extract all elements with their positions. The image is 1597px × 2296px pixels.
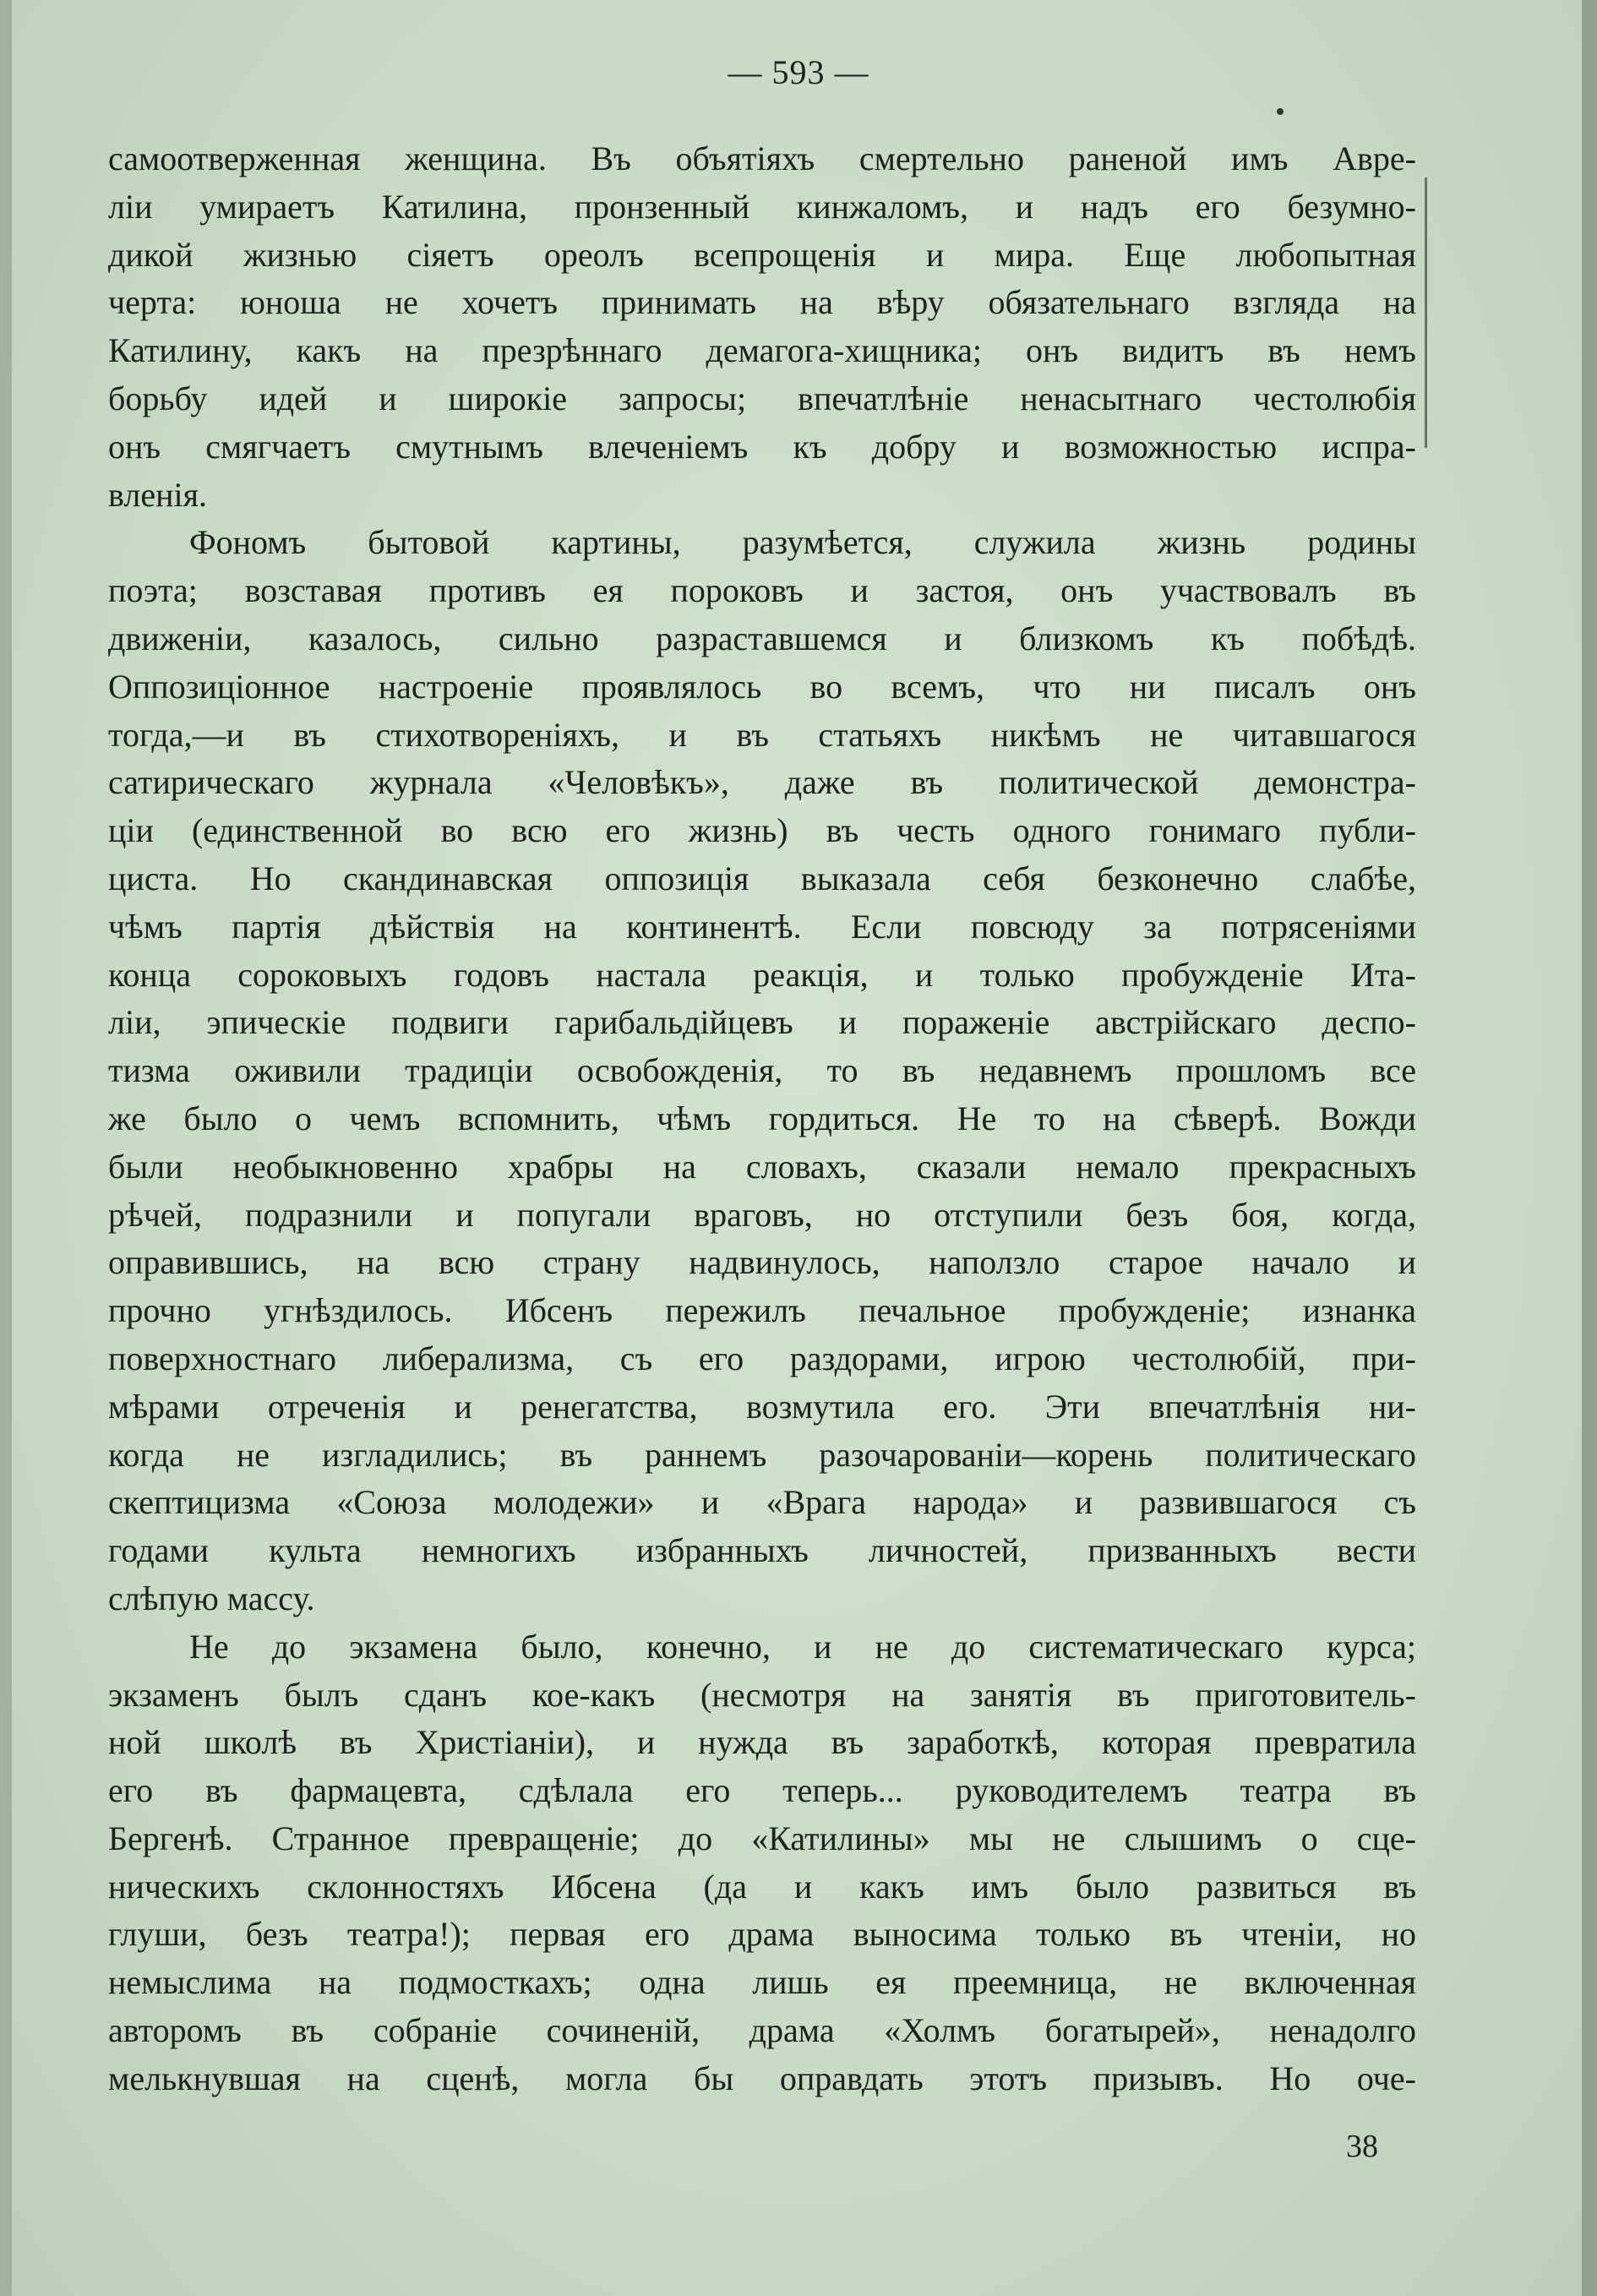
body-text: [108, 135, 1416, 2103]
page-right-edge: [1582, 0, 1597, 2296]
text-line: же было о чемъ вспомнить, чѣмъ гордиться. Не то на сѣверѣ. Вожди: [108, 1099, 1416, 1137]
text-line: Бергенѣ. Странное превращеніе; до «Катилины» мы не слышимъ о сце-: [108, 1819, 1416, 1857]
text-line: ліи умираетъ Катилина, пронзенный кинжаломъ, и надъ его безумно-: [108, 187, 1416, 226]
text-line: прочно угнѣздилось. Ибсенъ пережилъ печальное пробужденіе; изнанка: [108, 1291, 1416, 1330]
text-line: Оппозиціонное настроеніе проявлялось во всемъ, что ни писалъ онъ: [108, 667, 1416, 706]
text-line: оправившись, на всю страну надвинулось, наползло старое начало и: [108, 1243, 1416, 1282]
text-line: слѣпую массу.: [108, 1579, 315, 1617]
text-line: были необыкновенно храбры на словахъ, сказали немало прекрасныхъ: [108, 1147, 1416, 1186]
paragraph-first-line: Не до экзамена было, конечно, и не до систематическаго курса;: [189, 1627, 1416, 1666]
text-line: авторомъ въ собраніе сочиненій, драма «Холмъ богатырей», ненадолго: [108, 2011, 1416, 2050]
text-line: поверхностнаго либерализма, съ его раздорами, игрою честолюбій, при-: [108, 1339, 1416, 1377]
page-number: — 593 —: [728, 53, 869, 91]
text-line: ліи, эпическіе подвиги гарибальдійцевъ и пораженіе австрійскаго деспо-: [108, 1003, 1416, 1042]
text-line: рѣчей, подразнили и попугали враговъ, но отступили безъ боя, когда,: [108, 1195, 1416, 1234]
text-line: чѣмъ партія дѣйствія на континентѣ. Если повсюду за потрясеніями: [108, 907, 1416, 946]
text-line: вленія.: [108, 475, 207, 514]
signature-mark: 38: [1346, 2129, 1378, 2164]
text-line: немыслима на подмосткахъ; одна лишь ея преемница, не включенная: [108, 1963, 1416, 2002]
text-line: черта: юноша не хочетъ принимать на вѣру обязательнаго взгляда на: [108, 283, 1416, 322]
text-line: дикой жизнью сіяетъ ореолъ всепрощенія и мира. Еще любопытная: [108, 235, 1416, 274]
text-line: сатирическаго журнала «Человѣкъ», даже въ политической демонстра-: [108, 763, 1416, 802]
text-line: циста. Но скандинавская оппозиція выказала себя безконечно слабѣе,: [108, 859, 1416, 897]
margin-mark-line: [1425, 177, 1427, 448]
text-line: самоотверженная женщина. Въ объятіяхъ смертельно раненой имъ Авре-: [108, 139, 1416, 177]
text-line: конца сороковыхъ годовъ настала реакція, и только пробужденіе Ита-: [108, 955, 1416, 994]
text-line: глуши, безъ театра!); первая его драма выносима только въ чтеніи, но: [108, 1915, 1416, 1954]
text-line: мелькнувшая на сценѣ, могла бы оправдать этотъ призывъ. Но оче-: [108, 2059, 1416, 2097]
text-line: поэта; возставая противъ ея пороковъ и застоя, онъ участвовалъ въ: [108, 571, 1416, 610]
text-line: Катилину, какъ на презрѣннаго демагога-хищника; онъ видитъ въ немъ: [108, 331, 1416, 370]
ink-dot: [1277, 108, 1284, 115]
text-line: мѣрами отреченія и ренегатства, возмутила его. Эти впечатлѣнія ни-: [108, 1387, 1416, 1426]
text-line: ническихъ склонностяхъ Ибсена (да и какъ имъ было развиться въ: [108, 1867, 1416, 1906]
text-line: ціи (единственной во всю его жизнь) въ честь одного гонимаго публи-: [108, 811, 1416, 850]
paragraph-first-line: Фономъ бытовой картины, разумѣется, служила жизнь родины: [189, 523, 1416, 562]
text-line: борьбу идей и широкіе запросы; впечатлѣніе ненасытнаго честолюбія: [108, 379, 1416, 417]
text-line: движеніи, казалось, сильно разраставшемся и близкомъ къ побѣдѣ.: [108, 619, 1416, 657]
text-line: ной школѣ въ Христіаніи), и нужда въ заработкѣ, которая превратила: [108, 1723, 1416, 1762]
text-line: годами культа немногихъ избранныхъ личностей, призванныхъ вести: [108, 1531, 1416, 1570]
text-line: его въ фармацевта, сдѣлала его теперь... руководителемъ театра въ: [108, 1771, 1416, 1810]
text-line: онъ смягчаетъ смутнымъ влеченіемъ къ добру и возможностью испра-: [108, 427, 1416, 466]
text-line: скептицизма «Союза молодежи» и «Врага народа» и развившагося съ: [108, 1483, 1416, 1522]
text-line: тизма оживили традиціи освобожденія, то въ недавнемъ прошломъ все: [108, 1051, 1416, 1090]
text-line: когда не изгладились; въ раннемъ разочарованіи—корень политическаго: [108, 1435, 1416, 1474]
text-line: экзаменъ былъ сданъ кое-какъ (несмотря на занятія въ приготовитель-: [108, 1675, 1416, 1714]
page-left-edge: [0, 0, 12, 2296]
text-line: тогда,—и въ стихотвореніяхъ, и въ статьяхъ никѣмъ не читавшагося: [108, 715, 1416, 754]
